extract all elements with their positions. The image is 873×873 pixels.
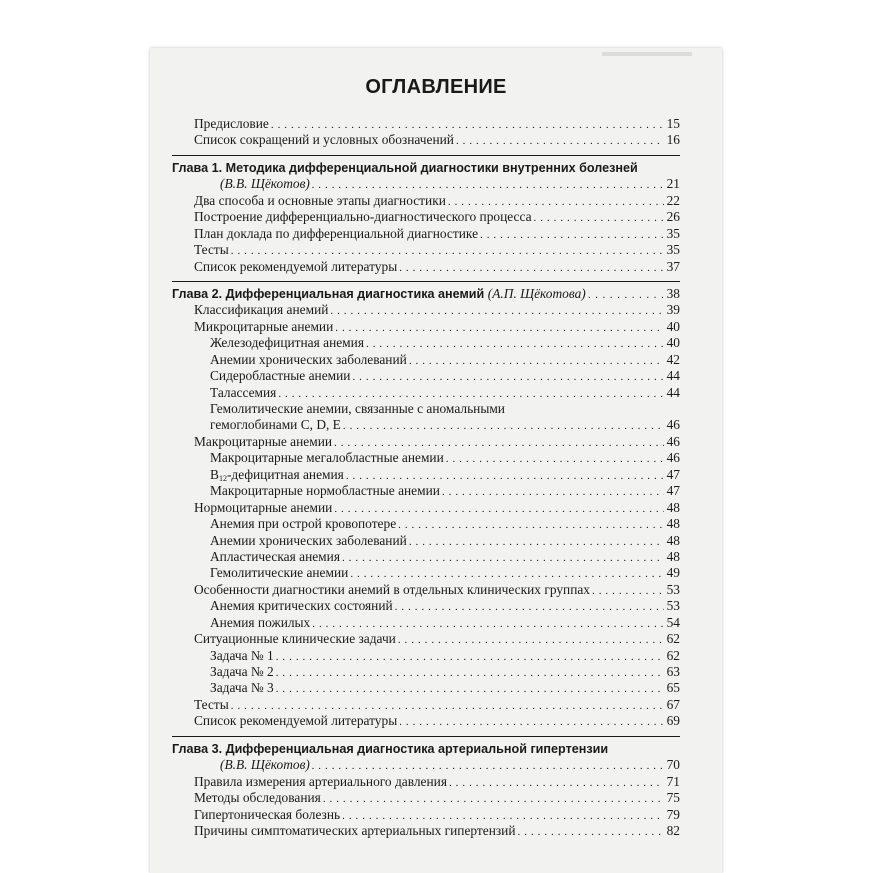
chapter-heading: Глава 3. Дифференциальная диагностика артериальной гипертензии: [172, 741, 609, 756]
toc-subentry: Макроцитарные нормобластные анемии . . . 47: [172, 483, 680, 499]
toc-entry: План доклада по дифференциальной диагностике . . . 35: [172, 226, 680, 242]
toc-subentry: Анемия критических состояний . . . 53: [172, 598, 680, 614]
table-of-contents: [172, 116, 680, 839]
toc-subentry: Макроцитарные мегалобластные анемии . . . 46: [172, 450, 680, 466]
toc-entry: Причины симптоматических артериальных гипертензий . . . 82: [172, 823, 680, 839]
toc-subentry: Анемии хронических заболеваний . . . 48: [172, 533, 680, 549]
toc-subentry: Гемолитические анемии, связанные с аномальными: [210, 401, 505, 416]
book-page: [150, 48, 722, 873]
toc-entry: Классификация анемий . . . 39: [172, 302, 680, 318]
toc-entry: Тесты . . . 35: [172, 242, 680, 258]
toc-entry: Правила измерения артериального давления . . . 71: [172, 774, 680, 790]
toc-entry: Ситуационные клинические задачи . . . 62: [172, 631, 680, 647]
toc-entry: Список рекомендуемой литературы . . . 69: [172, 713, 680, 729]
chapter-author: (В.В. Щёкотов) . . . 21: [172, 176, 680, 192]
toc-subentry: Апластическая анемия . . . 48: [172, 549, 680, 565]
toc-subentry: Гемолитические анемии . . . 49: [172, 565, 680, 581]
toc-entry: Микроцитарные анемии . . . 40: [172, 319, 680, 335]
toc-entry: Построение дифференциально-диагностического процесса . . . 26: [172, 209, 680, 225]
toc-entry: Гипертоническая болезнь . . . 79: [172, 807, 680, 823]
toc-subentry: Железодефицитная анемия . . . 40: [172, 335, 680, 351]
toc-entry: Макроцитарные анемии . . . 46: [172, 434, 680, 450]
toc-subentry: Задача № 1 . . . 62: [172, 648, 680, 664]
toc-entry: Особенности диагностики анемий в отдельных клинических группах . . . 53: [172, 582, 680, 598]
toc-subentry: Анемии хронических заболеваний . . . 42: [172, 352, 680, 368]
toc-subentry: Анемия пожилых . . . 54: [172, 615, 680, 631]
page-title: ОГЛАВЛЕНИЕ: [365, 76, 507, 98]
toc-subentry: Анемия при острой кровопотере . . . 48: [172, 516, 680, 532]
toc-subentry: Сидеробластные анемии . . . 44: [172, 368, 680, 384]
chapter-divider: [172, 281, 680, 282]
toc-subentry: $B_{12}$-дефицитная анемия . . . 47: [172, 467, 680, 483]
chapter-heading: Глава 1. Методика дифференциальной диагностики внутренних болезней: [172, 160, 638, 175]
bleed-through-header: [602, 52, 692, 56]
chapter-divider: [172, 736, 680, 737]
chapter-divider: [172, 155, 680, 156]
toc-subentry: Талассемия . . . 44: [172, 385, 680, 401]
toc-subentry-continued: гемоглобинами С, D, E . . . 46: [172, 417, 680, 433]
toc-entry: Нормоцитарные анемии . . . 48: [172, 500, 680, 516]
toc-subentry: Задача № 2 . . . 63: [172, 664, 680, 680]
toc-entry: Список рекомендуемой литературы . . . 37: [172, 259, 680, 275]
toc-subentry: Задача № 3 . . . 65: [172, 680, 680, 696]
chapter-author: (В.В. Щёкотов) . . . 70: [172, 757, 680, 773]
toc-entry: Список сокращений и условных обозначений . . . 16: [172, 132, 680, 148]
toc-entry: Предисловие . . . 15: [172, 116, 680, 132]
toc-entry: Два способа и основные этапы диагностики . . . 22: [172, 193, 680, 209]
toc-entry: Тесты . . . 67: [172, 697, 680, 713]
chapter-heading: Глава 2. Дифференциальная диагностика анемий (А.П. Щёкотова) . . . 38: [172, 286, 680, 302]
toc-entry: Методы обследования . . . 75: [172, 790, 680, 806]
